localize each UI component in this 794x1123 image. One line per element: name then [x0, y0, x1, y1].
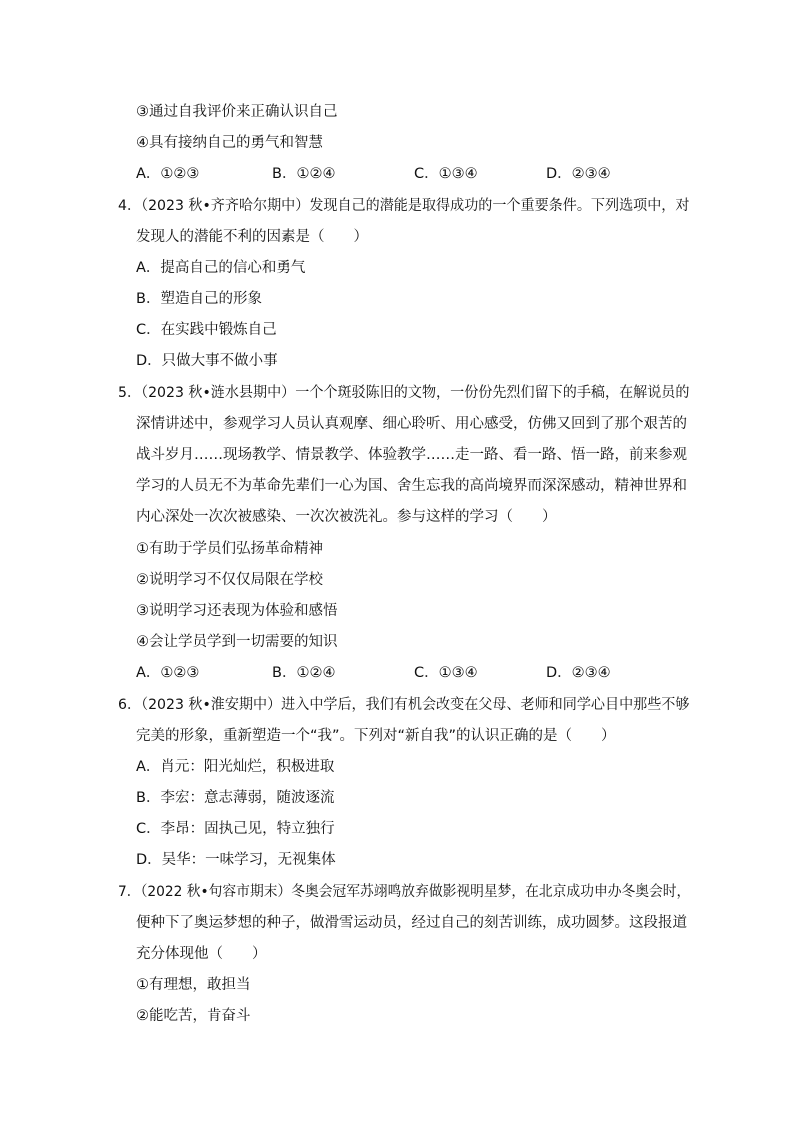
- q5-item-1: ①有助于学员们弘扬革命精神: [136, 541, 323, 557]
- q5-option-d[interactable]: D．②③④: [546, 665, 611, 681]
- q4-option-d[interactable]: D．只做大事不做小事: [136, 353, 278, 369]
- q4-stem-line-2: 发现人的潜能不利的因素是（ ）: [136, 229, 368, 245]
- q5-stem-line-1: 5．（2023 秋•涟水县期中）一个个斑驳陈旧的文物，一份份先烈们留下的手稿，在解说员的: [118, 385, 690, 401]
- q5-stem-line-4: 学习的人员无不为革命先辈们一心为国、舍生忘我的高尚境界而深深感动，精神世界和: [136, 478, 687, 494]
- q7-stem-line-1: 7．（2022 秋•句容市期末）冬奥会冠军苏翊鸣放弃做影视明星梦，在北京成功申办冬奥会时，: [118, 884, 691, 900]
- q3-option-b[interactable]: B．①②④: [272, 166, 336, 182]
- q5-option-b[interactable]: B．①②④: [272, 665, 336, 681]
- q5-stem-line-3: 战斗岁月……现场教学、情景教学、体验教学……走一路、看一路、悟一路，前来参观: [136, 447, 687, 463]
- q5-item-3: ③说明学习还表现为体验和感悟: [136, 603, 338, 619]
- q3-item-4: ④具有接纳自己的勇气和智慧: [136, 135, 323, 151]
- q5-stem-line-5: 内心深处一次次被感染、一次次被洗礼。参与这样的学习（ ）: [136, 509, 557, 525]
- q5-item-2: ②说明学习不仅仅局限在学校: [136, 572, 323, 588]
- q6-stem-line-2: 完美的形象，重新塑造一个“我”。下列对“新自我”的认识正确的是（ ）: [136, 728, 616, 744]
- q4-option-a[interactable]: A．提高自己的信心和勇气: [136, 260, 306, 276]
- q3-option-d[interactable]: D．②③④: [546, 166, 611, 182]
- q6-option-b[interactable]: B．李宏：意志薄弱，随波逐流: [136, 790, 335, 806]
- q5-stem-line-2: 深情讲述中，参观学习人员认真观摩、细心聆听、用心感受，仿佛又回到了那个艰苦的: [136, 416, 687, 432]
- q6-option-a[interactable]: A．肖元：阳光灿烂，积极进取: [136, 759, 335, 775]
- q7-stem-line-3: 充分体现他（ ）: [136, 946, 267, 962]
- q4-option-c[interactable]: C．在实践中锻炼自己: [136, 322, 277, 338]
- q5-option-c[interactable]: C．①③④: [414, 665, 478, 681]
- q7-item-2: ②能吃苦，肯奋斗: [136, 1008, 251, 1024]
- q5-option-a[interactable]: A．①②③: [136, 665, 200, 681]
- q4-option-b[interactable]: B．塑造自己的形象: [136, 291, 262, 307]
- q6-option-c[interactable]: C．李昂：固执己见，特立独行: [136, 821, 335, 837]
- q6-stem-line-1: 6．（2023 秋•淮安期中）进入中学后，我们有机会改变在父母、老师和同学心目中那些不够: [118, 697, 690, 713]
- q3-option-c[interactable]: C．①③④: [414, 166, 478, 182]
- q4-stem-line-1: 4．（2023 秋•齐齐哈尔期中）发现自己的潜能是取得成功的一个重要条件。下列选项中，对: [118, 198, 690, 214]
- q3-item-3: ③通过自我评价来正确认识自己: [136, 104, 338, 120]
- q5-item-4: ④会让学员学到一切需要的知识: [136, 634, 338, 650]
- q3-option-a[interactable]: A．①②③: [136, 166, 200, 182]
- q7-stem-line-2: 便种下了奥运梦想的种子，做滑雪运动员，经过自己的刻苦训练，成功圆梦。这段报道: [136, 915, 687, 931]
- q6-option-d[interactable]: D．吴华：一味学习，无视集体: [136, 852, 336, 868]
- q7-item-1: ①有理想，敢担当: [136, 977, 251, 993]
